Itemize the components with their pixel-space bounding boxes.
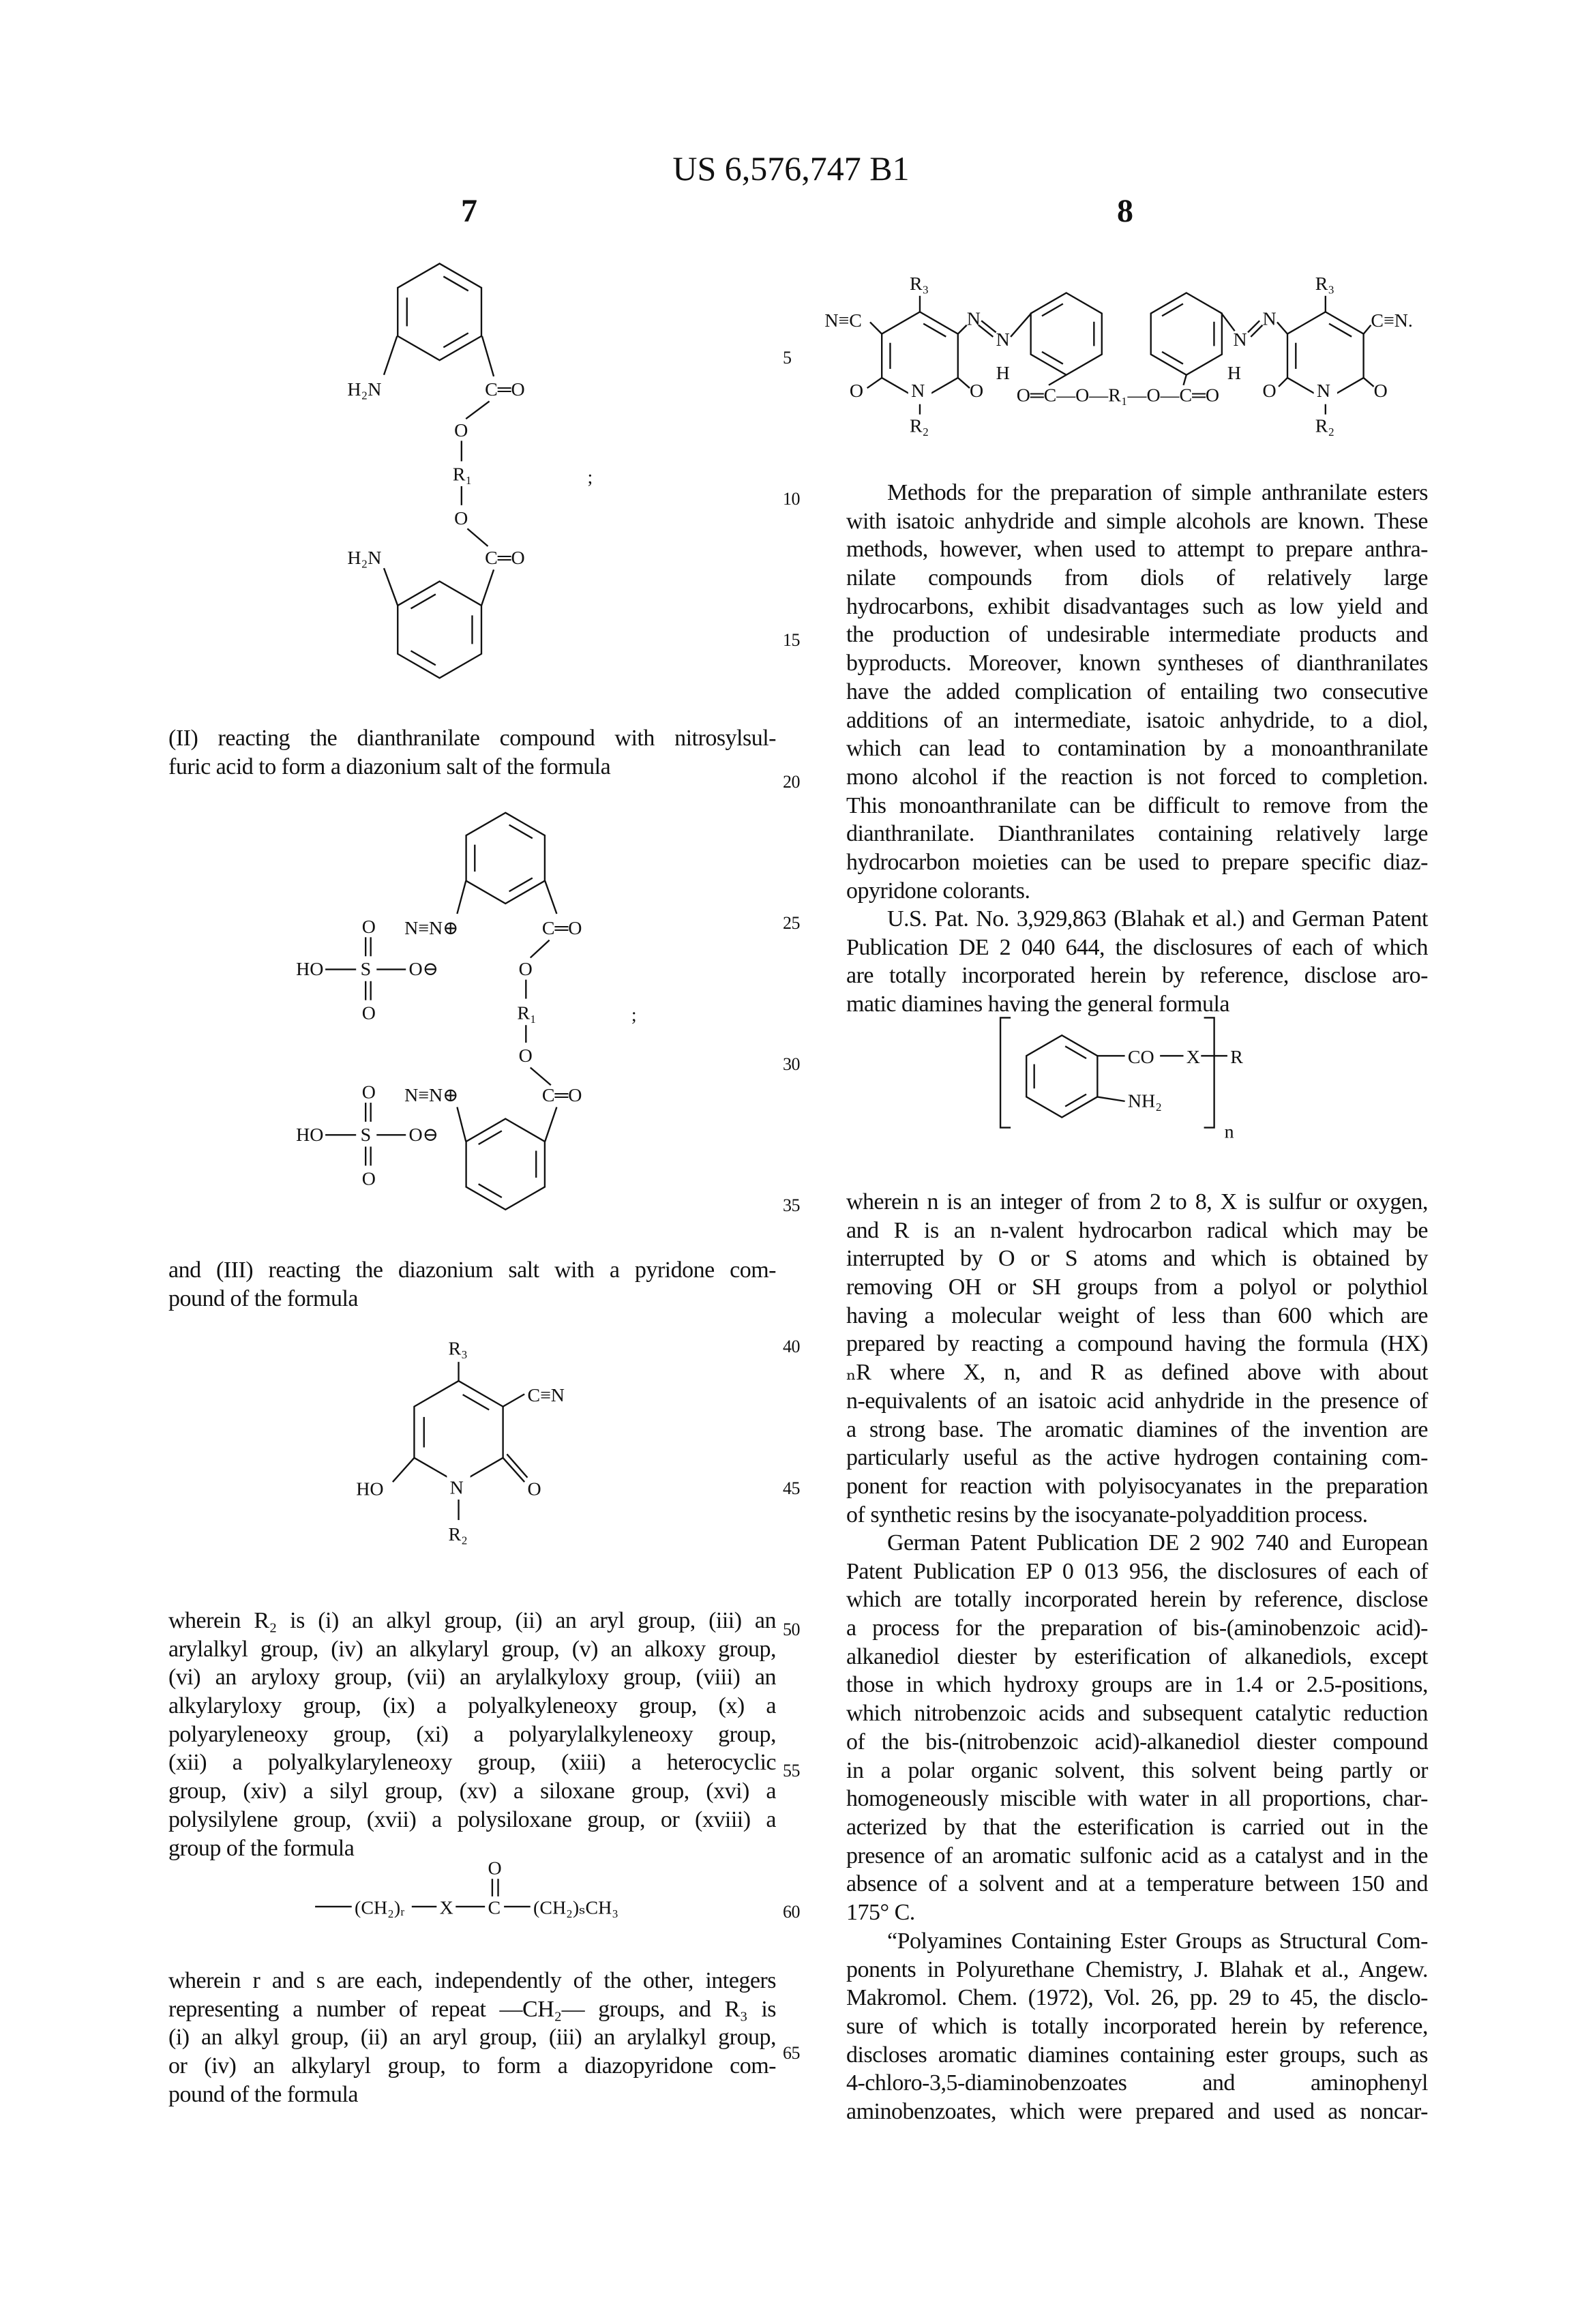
r3-label: R₃ <box>448 1338 467 1359</box>
text-line: or (iv) an alkylaryl group, to form a diazopyridone com- <box>168 2052 776 2081</box>
text-line: a process for the preparation of bis-(aminobenzoic acid)- <box>846 1614 1428 1643</box>
benzene-ring <box>1151 293 1222 374</box>
text-line: alkylaryloxy group, (ix) a polyalkyleneoxy group, (x) a <box>168 1692 776 1720</box>
text-line: (vi) an aryloxy group, (vii) an arylalkyloxy group, (viii) an <box>168 1663 776 1692</box>
hydroxyl-label: HO <box>296 959 323 980</box>
line-number: 25 <box>783 913 800 934</box>
text-line: acterized by that the esterification is carried out in the <box>846 1813 1428 1842</box>
text-line: presence of an aromatic sulfonic acid as a catalyst and in the <box>846 1842 1428 1871</box>
nitrogen-label: N <box>911 381 925 402</box>
text-line: discloses aromatic diamines containing ester groups, such as <box>846 2041 1428 2070</box>
text-line: hydrocarbon moieties can be used to prepare specific diaz- <box>846 848 1428 877</box>
line-number: 35 <box>783 1195 800 1216</box>
text-line: (xii) a polyalkylaryleneoxy group, (xiii) a heterocyclic <box>168 1748 776 1777</box>
oxygen-label: O <box>454 508 468 529</box>
text-line: alkanediol diester by esterification of alkanediols, except <box>846 1643 1428 1671</box>
text-line: U.S. Pat. No. 3,929,863 (Blahak et al.) and German Patent <box>846 905 1428 934</box>
oxygen-label: O <box>362 917 376 938</box>
text-line: with isatoic anhydride and simple alcohols are known. These <box>846 507 1428 536</box>
text-line: which are totally incorporated herein by reference, disclose <box>846 1585 1428 1614</box>
r1-label: R₁ <box>517 1003 536 1024</box>
text-line: in a polar organic solvent, this solvent being partly or <box>846 1757 1428 1785</box>
benzene-ring <box>398 264 481 361</box>
diazonium-label: N≡N⊕ <box>404 1085 458 1106</box>
oxygen-label: O <box>454 420 468 441</box>
sulfur-label: S <box>361 1124 372 1146</box>
benzene-ring <box>1031 293 1102 374</box>
page-number-left: 7 <box>461 192 477 230</box>
hydroxyl-label: HO <box>356 1479 383 1500</box>
text-line: arylalkyl group, (iv) an alkylaryl group, (v) an alkoxy group, <box>168 1635 776 1664</box>
azo-nitrogen-label: N <box>1262 309 1276 330</box>
benzene-ring <box>466 1119 545 1210</box>
oxide-label: O⊖ <box>409 959 439 980</box>
ring-outline <box>1151 293 1222 374</box>
text-line: wherein R₂ is (i) an alkyl group, (ii) an aryl group, (iii) an <box>168 1607 776 1635</box>
diazonium-label: N≡N⊕ <box>404 918 458 939</box>
line-number: 55 <box>783 1761 800 1781</box>
text-line: byproducts. Moreover, known syntheses of dianthranilates <box>846 649 1428 678</box>
text-line: prepared by reacting a compound having the formula (HX) <box>846 1330 1428 1358</box>
line-number: 15 <box>783 630 800 651</box>
text-line: of synthetic resins by the isocyanate-polyaddition process. <box>846 1501 1428 1530</box>
text-line: n-equivalents of an isatoic acid anhydride in the presence of <box>846 1387 1428 1416</box>
text-line: are totally incorporated herein by reference, disclose aro- <box>846 962 1428 990</box>
r1-label: R₁ <box>453 464 472 485</box>
diazonium-salt-structure <box>296 813 637 1210</box>
carbon-label: C <box>488 1898 501 1919</box>
text-line: Methods for the preparation of simple anthranilate esters <box>846 479 1428 507</box>
text-line: which can lead to contamination by a monoanthranilate <box>846 734 1428 763</box>
line-number: 5 <box>783 348 792 368</box>
text-line: dianthranilate. Dianthranilates containing relatively large <box>846 820 1428 848</box>
text-line: representing a number of repeat —CH₂— groups, and R₃ is <box>168 1995 776 2024</box>
oxygen-label: O <box>362 1082 376 1103</box>
r2-label: R₂ <box>1315 415 1334 436</box>
text-line: German Patent Publication DE 2 902 740 and European <box>846 1529 1428 1558</box>
ring-outline <box>398 582 481 679</box>
text-line: (i) an alkyl group, (ii) an aryl group, (iii) an arylalkyl group, <box>168 2023 776 2052</box>
semicolon: ; <box>631 1004 637 1026</box>
text-line: group, (xiv) a silyl group, (xv) a siloxane group, (xvi) a <box>168 1777 776 1806</box>
text-line: a strong base. The aromatic diamines of the invention are <box>846 1416 1428 1444</box>
text-line: pound of the formula <box>168 2081 776 2109</box>
ring-outline <box>414 1381 503 1483</box>
ring-outline <box>466 813 545 904</box>
benzene-ring <box>466 813 545 904</box>
text-line: nilate compounds from diols of relatively large <box>846 564 1428 593</box>
r2-label: R₂ <box>448 1524 467 1545</box>
diester-label: O═C—O—R₁—O—C═O <box>1017 385 1219 406</box>
azo-nitrogen-label: N <box>1234 329 1247 351</box>
oxygen-label: O <box>362 1003 376 1024</box>
pyridone-ring <box>414 1381 503 1483</box>
carbonyl-label: CO <box>1128 1047 1154 1068</box>
line-number: 50 <box>783 1620 800 1640</box>
oxygen-label: O <box>488 1858 501 1879</box>
benzene-ring <box>398 582 481 679</box>
text-line: mono alcohol if the reaction is not forced to completion. <box>846 763 1428 792</box>
amino-label: H₂N <box>347 548 381 569</box>
nitrile-label: C≡N. <box>1371 310 1412 331</box>
text-line: interrupted by O or S atoms and which is obtained by <box>846 1245 1428 1273</box>
nitrogen-label: N <box>450 1477 464 1498</box>
text-line: additions of an intermediate, isatoic anhydride, to a diol, <box>846 706 1428 735</box>
carbonyl-label: C═O <box>485 548 525 569</box>
text-line: polysilylene group, (xvii) a polysiloxane group, or (xviii) a <box>168 1806 776 1834</box>
r2-label: R₂ <box>910 415 929 436</box>
text-line: sure of which is totally incorporated herein by reference, <box>846 2012 1428 2041</box>
x-label: X <box>440 1898 453 1919</box>
nitrile-label: C≡N <box>527 1385 565 1406</box>
text-line: matic diamines having the general formula <box>846 990 1428 1019</box>
semicolon: ; <box>588 467 593 488</box>
left-bracket <box>1000 1017 1011 1127</box>
line-number: 10 <box>783 489 800 509</box>
nitrile-label: N≡C <box>824 310 862 331</box>
ring-outline <box>466 1119 545 1210</box>
text-line: wherein r and s are each, independently of the other, integers <box>168 1967 776 1995</box>
oxygen-label: O <box>1374 381 1388 402</box>
hydrogen-label: H <box>1227 363 1241 384</box>
benzene-ring <box>1026 1035 1097 1117</box>
chemical-structures <box>0 0 1582 2324</box>
text-line: absence of a solvent and at a temperature between 150 and <box>846 1870 1428 1898</box>
x-label: X <box>1186 1047 1200 1068</box>
azo-nitrogen-label: N <box>996 329 1010 351</box>
nitrogen-label: N <box>1317 381 1330 402</box>
hydrogen-label: H <box>996 363 1010 384</box>
text-line: methods, however, when used to attempt to prepare anthra- <box>846 535 1428 564</box>
text-line: Makromol. Chem. (1972), Vol. 26, pp. 29 to 45, the disclo- <box>846 1984 1428 2012</box>
text-line: particularly useful as the active hydrogen containing com- <box>846 1444 1428 1472</box>
ring-outline <box>1026 1035 1097 1117</box>
text-line: “Polyamines Containing Ester Groups as Structural Com- <box>846 1927 1428 1956</box>
oxygen-label: O <box>527 1479 541 1500</box>
right-bracket <box>1204 1017 1214 1127</box>
carbonyl-label: C═O <box>485 379 525 400</box>
text-line: and R is an n-valent hydrocarbon radical which may be <box>846 1217 1428 1245</box>
text-line: ponent for reaction with polyisocyanates in the preparation <box>846 1472 1428 1501</box>
patent-number: US 6,576,747 B1 <box>0 149 1582 188</box>
text-line: ₙR where X, n, and R as defined above with about <box>846 1358 1428 1387</box>
text-line: pound of the formula <box>168 1285 776 1313</box>
text-line: opyridone colorants. <box>846 877 1428 906</box>
r3-label: R₃ <box>910 273 929 295</box>
oxygen-label: O <box>970 381 983 402</box>
line-number: 45 <box>783 1478 800 1499</box>
text-line: ponents in Polyurethane Chemistry, J. Blahak et al., Angew. <box>846 1956 1428 1984</box>
carbonyl-label: C═O <box>542 918 582 939</box>
text-line: group of the formula <box>168 1834 776 1863</box>
text-line: Patent Publication EP 0 013 956, the disclosures of each of <box>846 1558 1428 1586</box>
text-line: aminobenzoates, which were prepared and used as noncar- <box>846 2098 1428 2126</box>
text-line: 175° C. <box>846 1898 1428 1927</box>
text-line: (II) reacting the dianthranilate compound with nitrosylsul- <box>168 724 776 753</box>
r3-label: R₃ <box>1315 273 1334 295</box>
text-line: furic acid to form a diazonium salt of the formula <box>168 753 776 781</box>
text-line: homogeneously miscible with water in all proportions, char- <box>846 1785 1428 1813</box>
ch2-r-label: (CH₂)ᵣ <box>355 1898 405 1919</box>
oxygen-label: O <box>850 381 863 402</box>
line-number: 65 <box>783 2043 800 2064</box>
text-line: having a molecular weight of less than 600 which are <box>846 1302 1428 1330</box>
text-line: This monoanthranilate can be difficult to remove from the <box>846 792 1428 820</box>
text-line: polyaryleneoxy group, (xi) a polyarylalkyleneoxy group, <box>168 1720 776 1749</box>
text-line: removing OH or SH groups from a polyol or polythiol <box>846 1273 1428 1302</box>
pyridone-structure <box>356 1338 565 1545</box>
oxygen-label: O <box>1262 381 1276 402</box>
text-line: have the added complication of entailing two consecutive <box>846 678 1428 706</box>
subscript-n: n <box>1225 1122 1234 1143</box>
line-number: 20 <box>783 772 800 792</box>
text-line: wherein n is an integer of from 2 to 8, X is sulfur or oxygen, <box>846 1188 1428 1217</box>
diazopyridone-structure <box>824 273 1412 436</box>
ring-outline <box>1031 293 1102 374</box>
page-number-right: 8 <box>1117 192 1133 230</box>
azo-nitrogen-label: N <box>967 309 981 330</box>
group-formula <box>315 1858 618 1919</box>
amino-label: NH₂ <box>1128 1090 1162 1112</box>
sulfur-label: S <box>361 959 372 980</box>
dianthranilate-structure <box>347 264 593 679</box>
ring-outline <box>398 264 481 361</box>
oxygen-label: O <box>519 959 533 980</box>
text-line: hydrocarbons, exhibit disadvantages such as low yield and <box>846 593 1428 621</box>
line-number: 60 <box>783 1902 800 1922</box>
r-label: R <box>1230 1047 1243 1068</box>
hydroxyl-label: HO <box>296 1124 323 1146</box>
amino-label: H₂N <box>347 379 381 400</box>
text-line: the production of undesirable intermediate products and <box>846 621 1428 649</box>
ch2-s-label: (CH₂)ₛCH₃ <box>533 1898 618 1919</box>
oxide-label: O⊖ <box>409 1124 439 1146</box>
oxygen-label: O <box>362 1168 376 1189</box>
oxygen-label: O <box>519 1045 533 1067</box>
line-number: 30 <box>783 1054 800 1075</box>
text-line: of the bis-(nitrobenzoic acid)-alkanediol diester compound <box>846 1728 1428 1757</box>
carbonyl-label: C═O <box>542 1085 582 1106</box>
general-formula <box>1000 1017 1243 1142</box>
text-line: and (III) reacting the diazonium salt with a pyridone com- <box>168 1256 776 1285</box>
text-line: those in which hydroxy groups are in 1.4 or 2.5-positions, <box>846 1671 1428 1699</box>
text-line: Publication DE 2 040 644, the disclosures of each of which <box>846 934 1428 962</box>
text-line: which nitrobenzoic acids and subsequent catalytic reduction <box>846 1699 1428 1728</box>
text-line: 4-chloro-3,5-diaminobenzoates and aminophenyl <box>846 2069 1428 2098</box>
line-number: 40 <box>783 1337 800 1357</box>
